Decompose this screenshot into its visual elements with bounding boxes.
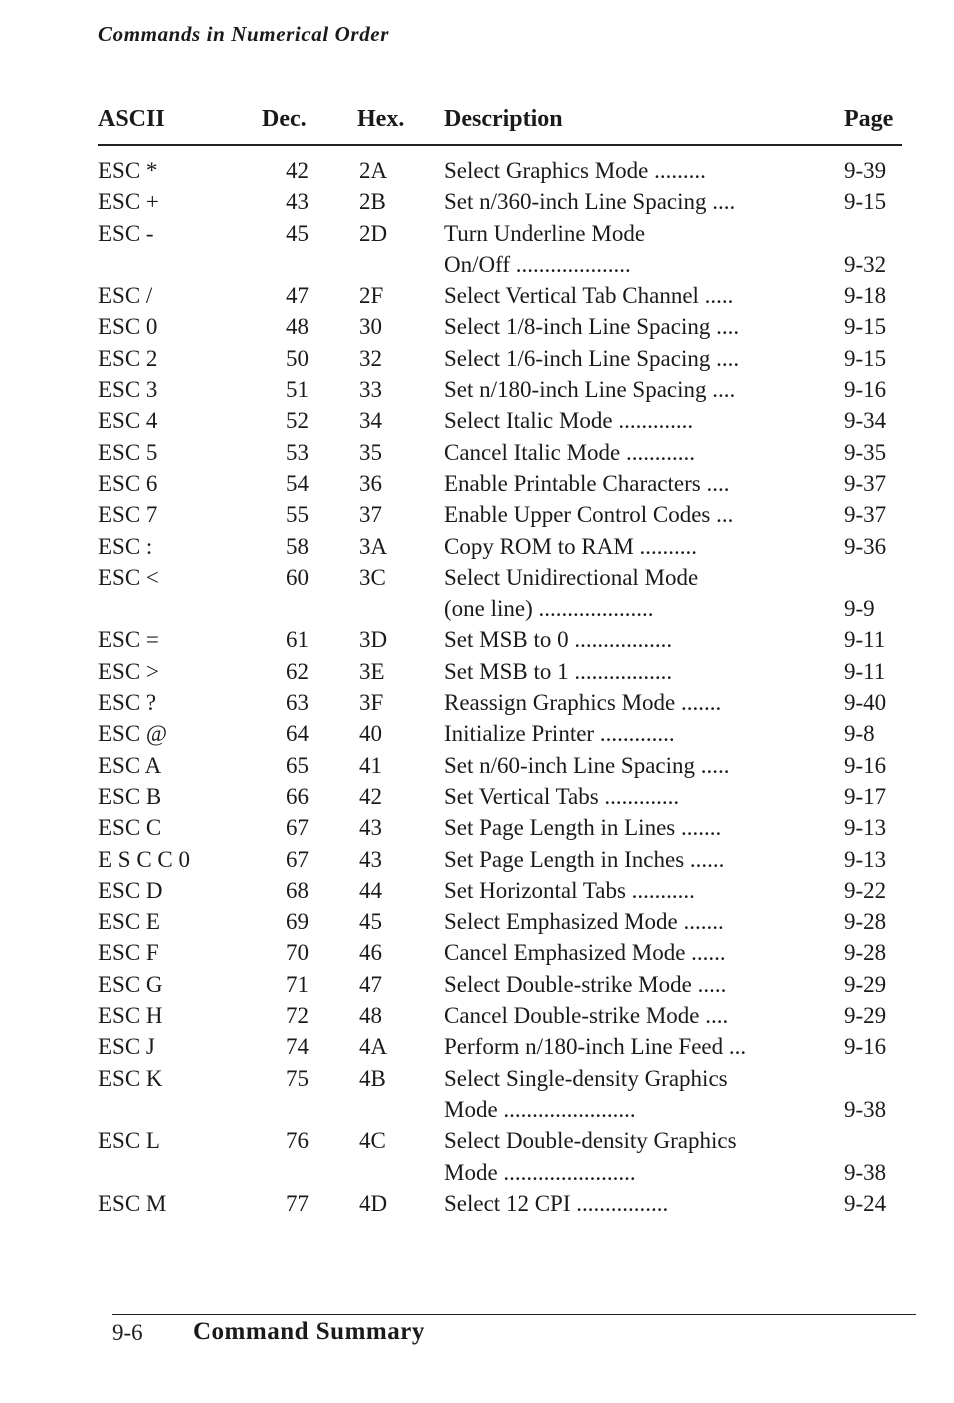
description-line: Turn Underline Mode <box>444 220 646 246</box>
description <box>444 280 824 311</box>
decimal-value: 53 <box>286 439 309 465</box>
decimal-value: 55 <box>286 502 309 528</box>
page-reference: 9-18 <box>844 283 887 309</box>
ascii-code: ESC / <box>98 283 153 309</box>
table-row <box>98 280 902 311</box>
table-row <box>98 499 902 530</box>
table-row <box>98 468 902 499</box>
ascii-code: ESC @ <box>98 721 168 747</box>
hex-value: 2D <box>359 220 388 246</box>
description <box>444 218 824 281</box>
ascii-code: ESC C <box>98 815 162 841</box>
table-row <box>98 656 902 687</box>
hex-value: 48 <box>359 1003 382 1029</box>
description <box>444 311 824 342</box>
running-head: Commands in Numerical Order <box>98 22 389 46</box>
table-row <box>98 343 902 374</box>
description-line: Set Horizontal Tabs ........... <box>444 877 695 903</box>
page-reference: 9-22 <box>844 877 887 903</box>
decimal-value: 45 <box>286 220 309 246</box>
table-row <box>98 1000 902 1031</box>
description-line: Enable Upper Control Codes ... <box>444 502 734 528</box>
description-line: Select Unidirectional Mode <box>444 564 699 590</box>
page-reference: 9-38 <box>844 1096 887 1122</box>
ascii-code: ESC H <box>98 1003 163 1029</box>
description <box>444 844 824 875</box>
description <box>444 437 824 468</box>
hex-value: 3F <box>359 690 384 716</box>
description <box>444 531 824 562</box>
table-row <box>98 1125 902 1188</box>
description <box>444 1031 824 1062</box>
table-row <box>98 374 902 405</box>
table-row <box>98 812 902 843</box>
decimal-value: 50 <box>286 345 309 371</box>
ascii-code: ESC D <box>98 877 163 903</box>
description-line: Perform n/180-inch Line Feed ... <box>444 1034 747 1060</box>
description <box>444 750 824 781</box>
description <box>444 812 824 843</box>
hex-value: 4A <box>359 1034 388 1060</box>
hex-value: 42 <box>359 783 382 809</box>
hex-value: 47 <box>359 971 382 997</box>
hex-value: 4C <box>359 1128 386 1154</box>
description <box>444 624 824 655</box>
ascii-code: ESC + <box>98 189 159 215</box>
decimal-value: 76 <box>286 1128 309 1154</box>
description-line: Set n/360-inch Line Spacing .... <box>444 189 736 215</box>
hex-value: 4D <box>359 1190 388 1216</box>
description-line: On/Off .................... <box>444 251 631 277</box>
hex-value: 3D <box>359 627 388 653</box>
ascii-code: ESC F <box>98 940 159 966</box>
description-line: Copy ROM to RAM .......... <box>444 533 698 559</box>
ascii-code: ESC > <box>98 658 159 684</box>
description-line: Set Page Length in Inches ...... <box>444 846 725 872</box>
table-row <box>98 437 902 468</box>
decimal-value: 58 <box>286 533 309 559</box>
table-row <box>98 531 902 562</box>
ascii-code: ESC 7 <box>98 502 158 528</box>
description-line: Enable Printable Characters .... <box>444 470 730 496</box>
description-line: Cancel Italic Mode ............ <box>444 439 696 465</box>
page-reference: 9-16 <box>844 752 887 778</box>
page-reference: 9-9 <box>844 596 875 622</box>
hex-value: 44 <box>359 877 382 903</box>
hex-value: 32 <box>359 345 382 371</box>
description <box>444 937 824 968</box>
table-row <box>98 750 902 781</box>
ascii-code: ESC M <box>98 1190 167 1216</box>
hex-value: 2B <box>359 189 386 215</box>
decimal-value: 42 <box>286 158 309 183</box>
description-line: Select Double-strike Mode ..... <box>444 971 727 997</box>
description-line: Select Emphasized Mode ....... <box>444 909 724 935</box>
description-line: Select 1/6-inch Line Spacing .... <box>444 345 740 371</box>
page-reference: 9-24 <box>844 1190 887 1216</box>
table-row <box>98 624 902 655</box>
header-dec: Dec. <box>262 106 307 132</box>
description-line: Select Italic Mode ............. <box>444 408 694 434</box>
description-line: Select 12 CPI ................ <box>444 1190 669 1216</box>
ascii-code: ESC A <box>98 752 162 778</box>
command-table <box>98 100 902 1219</box>
ascii-code: ESC 5 <box>98 439 158 465</box>
table-row <box>98 1063 902 1126</box>
description <box>444 1188 824 1219</box>
description <box>444 499 824 530</box>
hex-value: 41 <box>359 752 382 778</box>
description-line: Select Vertical Tab Channel ..... <box>444 283 734 309</box>
description-line: Mode ....................... <box>444 1159 636 1185</box>
description <box>444 687 824 718</box>
page-reference: 9-34 <box>844 408 887 434</box>
ascii-code: ESC : <box>98 533 153 559</box>
decimal-value: 63 <box>286 690 309 716</box>
hex-value: 3A <box>359 533 388 559</box>
decimal-value: 71 <box>286 971 309 997</box>
table-header <box>98 100 902 146</box>
page-reference: 9-37 <box>844 470 887 496</box>
table-row <box>98 781 902 812</box>
hex-value: 30 <box>359 314 382 340</box>
page-reference: 9-16 <box>844 1034 887 1060</box>
ascii-code: ESC 6 <box>98 470 158 496</box>
hex-value: 43 <box>359 846 382 872</box>
page-reference: 9-13 <box>844 846 887 872</box>
ascii-code: ESC K <box>98 1065 163 1091</box>
decimal-value: 62 <box>286 658 309 684</box>
description-line: Set n/180-inch Line Spacing .... <box>444 377 736 403</box>
description-line: Set Page Length in Lines ....... <box>444 815 722 841</box>
hex-value: 46 <box>359 940 382 966</box>
hex-value: 3E <box>359 658 385 684</box>
page-reference: 9-29 <box>844 1003 887 1029</box>
description <box>444 969 824 1000</box>
table-row <box>98 218 902 281</box>
ascii-code: ESC E <box>98 909 160 935</box>
hex-value: 4B <box>359 1065 386 1091</box>
decimal-value: 75 <box>286 1065 309 1091</box>
decimal-value: 54 <box>286 470 309 496</box>
description <box>444 562 824 625</box>
page-reference: 9-32 <box>844 251 887 277</box>
table-row <box>98 875 902 906</box>
ascii-code: ESC 0 <box>98 314 158 340</box>
page-reference: 9-37 <box>844 502 887 528</box>
table-row <box>98 1188 902 1219</box>
ascii-code: ESC 4 <box>98 408 158 434</box>
page-reference: 9-15 <box>844 345 887 371</box>
description <box>444 186 824 217</box>
decimal-value: 64 <box>286 721 309 747</box>
table-row <box>98 906 902 937</box>
hex-value: 3C <box>359 564 386 590</box>
description <box>444 781 824 812</box>
footer-rule <box>112 1314 916 1315</box>
hex-value: 35 <box>359 439 382 465</box>
decimal-value: 51 <box>286 377 309 403</box>
page-reference: 9-13 <box>844 815 887 841</box>
page-reference: 9-11 <box>844 627 886 653</box>
page-reference: 9-16 <box>844 377 887 403</box>
description-line: Cancel Emphasized Mode ...... <box>444 940 726 966</box>
hex-value: 45 <box>359 909 382 935</box>
decimal-value: 67 <box>286 815 309 841</box>
description <box>444 718 824 749</box>
header-description: Description <box>444 106 563 132</box>
decimal-value: 66 <box>286 783 309 809</box>
header-ascii: ASCII <box>98 106 165 132</box>
table-row <box>98 311 902 342</box>
description-line: Select 1/8-inch Line Spacing .... <box>444 314 740 340</box>
ascii-code: ESC J <box>98 1034 155 1060</box>
ascii-code: ESC * <box>98 158 158 183</box>
description-line: Set Vertical Tabs ............. <box>444 783 680 809</box>
description-line: Initialize Printer ............. <box>444 721 675 747</box>
footer-title: Command Summary <box>193 1318 425 1345</box>
description-line: Set n/60-inch Line Spacing ..... <box>444 752 730 778</box>
hex-value: 43 <box>359 815 382 841</box>
description <box>444 405 824 436</box>
ascii-code: ESC = <box>98 627 159 653</box>
page-reference: 9-17 <box>844 783 887 809</box>
page-reference: 9-11 <box>844 658 886 684</box>
description <box>444 875 824 906</box>
decimal-value: 70 <box>286 940 309 966</box>
decimal-value: 48 <box>286 314 309 340</box>
ascii-code: ESC ? <box>98 690 157 716</box>
decimal-value: 60 <box>286 564 309 590</box>
hex-value: 37 <box>359 502 382 528</box>
table-row <box>98 937 902 968</box>
description-line: Set MSB to 1 ................. <box>444 658 673 684</box>
description-line: Set MSB to 0 ................. <box>444 627 673 653</box>
table-row <box>98 155 902 186</box>
ascii-code: ESC - <box>98 220 154 246</box>
page-reference: 9-15 <box>844 314 887 340</box>
ascii-code: ESC 3 <box>98 377 158 403</box>
page-reference: 9-38 <box>844 1159 887 1185</box>
footer-page-number: 9-6 <box>112 1320 143 1345</box>
header-page: Page <box>844 106 894 132</box>
page-reference: 9-15 <box>844 189 887 215</box>
hex-value: 2F <box>359 283 384 309</box>
table-row <box>98 405 902 436</box>
decimal-value: 74 <box>286 1034 309 1060</box>
description <box>444 1000 824 1031</box>
header-hex: Hex. <box>357 106 405 132</box>
page-reference: 9-28 <box>844 940 887 966</box>
description <box>444 906 824 937</box>
page-reference: 9-40 <box>844 690 887 716</box>
description <box>444 1063 824 1126</box>
ascii-code: ESC B <box>98 783 162 809</box>
decimal-value: 69 <box>286 909 309 935</box>
page-reference: 9-29 <box>844 971 887 997</box>
table-body <box>98 155 902 1219</box>
description <box>444 1125 824 1188</box>
description-line: Select Double-density Graphics <box>444 1128 737 1154</box>
decimal-value: 77 <box>286 1190 309 1216</box>
ascii-code: ESC L <box>98 1128 160 1154</box>
decimal-value: 47 <box>286 283 309 309</box>
description <box>444 468 824 499</box>
page-reference: 9-35 <box>844 439 887 465</box>
table-row <box>98 562 902 625</box>
table-row <box>98 186 902 217</box>
table-row <box>98 718 902 749</box>
ascii-code: E S C C 0 <box>98 846 191 872</box>
hex-value: 2A <box>359 158 388 183</box>
decimal-value: 67 <box>286 846 309 872</box>
description <box>444 374 824 405</box>
page-reference: 9-28 <box>844 909 887 935</box>
page-reference: 9-39 <box>844 158 887 183</box>
hex-value: 34 <box>359 408 382 434</box>
table-row <box>98 1031 902 1062</box>
decimal-value: 65 <box>286 752 309 778</box>
table-row <box>98 969 902 1000</box>
description <box>444 155 824 186</box>
description-line: Reassign Graphics Mode ....... <box>444 690 722 716</box>
decimal-value: 52 <box>286 408 309 434</box>
hex-value: 36 <box>359 470 382 496</box>
hex-value: 40 <box>359 721 382 747</box>
description-line: Select Graphics Mode ......... <box>444 158 706 183</box>
page-reference: 9-36 <box>844 533 887 559</box>
description-line: Select Single-density Graphics <box>444 1065 728 1091</box>
ascii-code: ESC G <box>98 971 163 997</box>
table-row <box>98 844 902 875</box>
hex-value: 33 <box>359 377 382 403</box>
table-row <box>98 687 902 718</box>
page-reference: 9-8 <box>844 721 875 747</box>
description <box>444 343 824 374</box>
decimal-value: 72 <box>286 1003 309 1029</box>
decimal-value: 61 <box>286 627 309 653</box>
decimal-value: 68 <box>286 877 309 903</box>
description-line: Cancel Double-strike Mode .... <box>444 1003 729 1029</box>
decimal-value: 43 <box>286 189 309 215</box>
description-line: Mode ....................... <box>444 1096 636 1122</box>
ascii-code: ESC 2 <box>98 345 158 371</box>
description-line: (one line) .................... <box>444 596 654 622</box>
description <box>444 656 824 687</box>
ascii-code: ESC < <box>98 564 159 590</box>
